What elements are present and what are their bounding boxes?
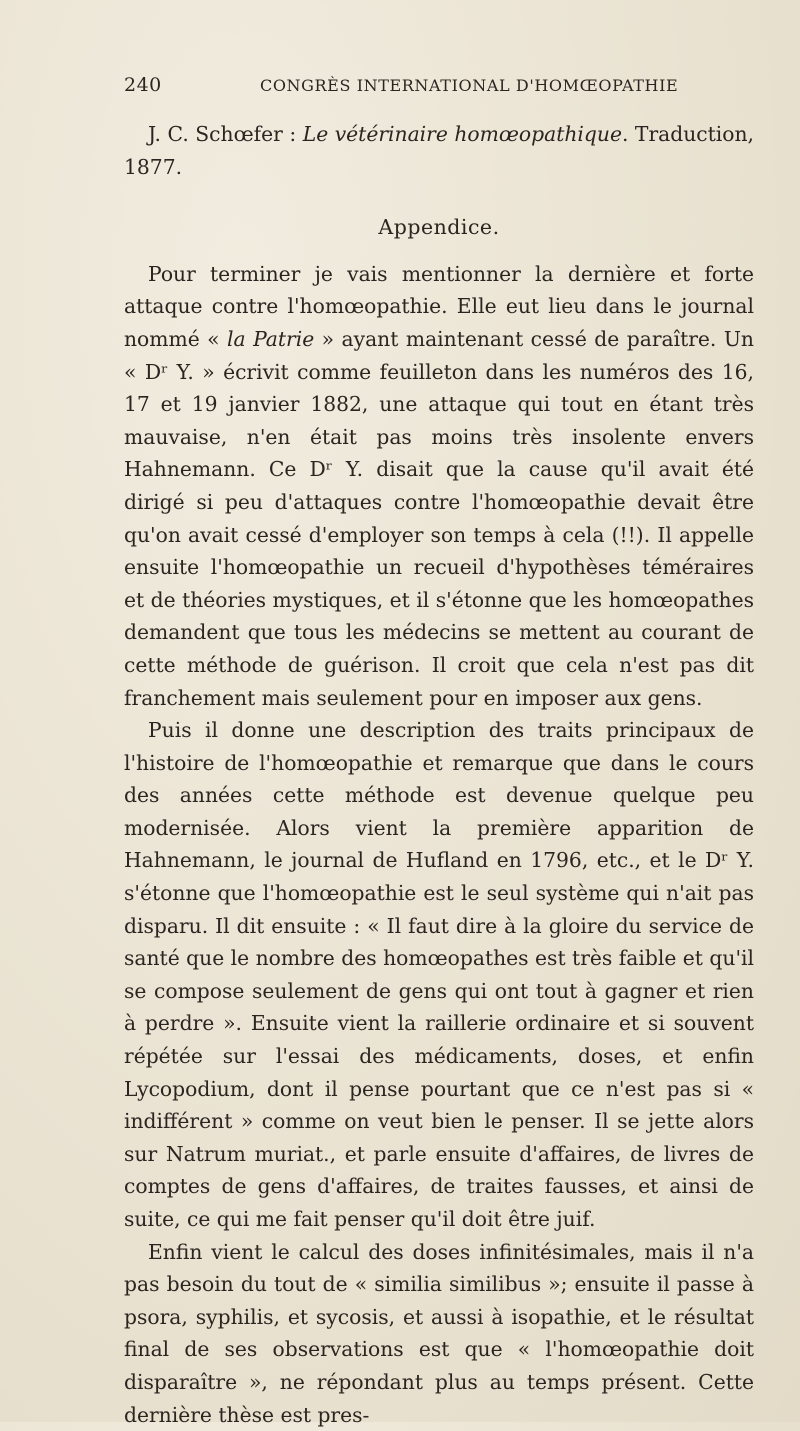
- paragraph-3: Enfin vient le calcul des doses infinitésimales, mais il n'a pas besoin du tout de « similia similibus »; ensuite il passe à psora, syphilis, et sycosis, et aussi à isopathie, et le résultat final de ses observations est que « l'homœopathie doit disparaître », ne répondant plus au temps présent. Cette dernière thèse est pres-: [124, 1239, 754, 1427]
- paragraph-1: [124, 258, 754, 714]
- page-number: 240: [124, 74, 162, 96]
- bib-rest: . Traduction, 1877.: [124, 122, 755, 179]
- page-body: [124, 118, 754, 1431]
- paragraph-1-part-b: » ayant maintenant cessé de paraître. Un « Dʳ Y. » écrivit comme feuilleton dans les numéros des 16, 17 et 19 janvier 1882, une attaque qui tout en étant très mauvaise, n'en était pas moins très insolente envers Hahnemann. Ce Dʳ Y. disait que la cause qu'il avait été dirigé si peu d'attaques contre l'homœopathie devait être qu'on avait cessé d'employer son temps à cela (!!). Il appelle ensuite l'homœopathie un recueil d'hypothèses téméraires et de théories mystiques, et il s'étonne que les homœopathes demandent que tous les médecins se mettent au courant de cette méthode de guérison. Il croit que cela n'est pas dit franchement mais seulement pour en imposer aux gens.: [124, 326, 754, 710]
- bib-title: Le vétérinaire homœopathique: [302, 122, 622, 146]
- header-title: CONGRÈS INTERNATIONAL D'HOMŒOPATHIE: [260, 76, 679, 95]
- running-head: [124, 74, 754, 102]
- bibliography-entry: [124, 118, 754, 183]
- paragraph-1-part-a: Pour terminer je vais mentionner la dernière et forte attaque contre l'homœopathie. Elle eut lieu dans le journal nommé «: [124, 261, 754, 351]
- paragraph-2: Puis il donne une description des traits principaux de l'histoire de l'homœopathie et remarque que dans le cours des années cette méthode est devenue quelque peu modernisée. Alors vient la première apparition de Hahnemann, le journal de Hufland en 1796, etc., et le Dʳ Y. s'étonne que l'homœopathie est le seul système qui n'ait pas disparu. Il dit ensuite : « Il faut dire à la gloire du service de santé que le nombre des homœopathes est très faible et qu'il se compose seulement de gens qui ont tout à gagner et rien à perdre ». Ensuite vient la raillerie ordinaire et si souvent répétée sur l'essai des médicaments, doses, et enfin Lycopodium, dont il pense pourtant que ce n'est pas si « indifférent » comme on veut bien le penser. Il se jette alors sur Natrum muriat., et parle ensuite d'affaires, de livres de comptes de gens d'affaires, de traites fausses, et ainsi de suite, ce qui me fait penser qu'il doit être juif.: [124, 718, 754, 1231]
- journal-name: la Patrie: [227, 326, 315, 351]
- bib-author: J. C. Schœfer :: [148, 122, 303, 146]
- section-title: Appendice.: [378, 215, 500, 240]
